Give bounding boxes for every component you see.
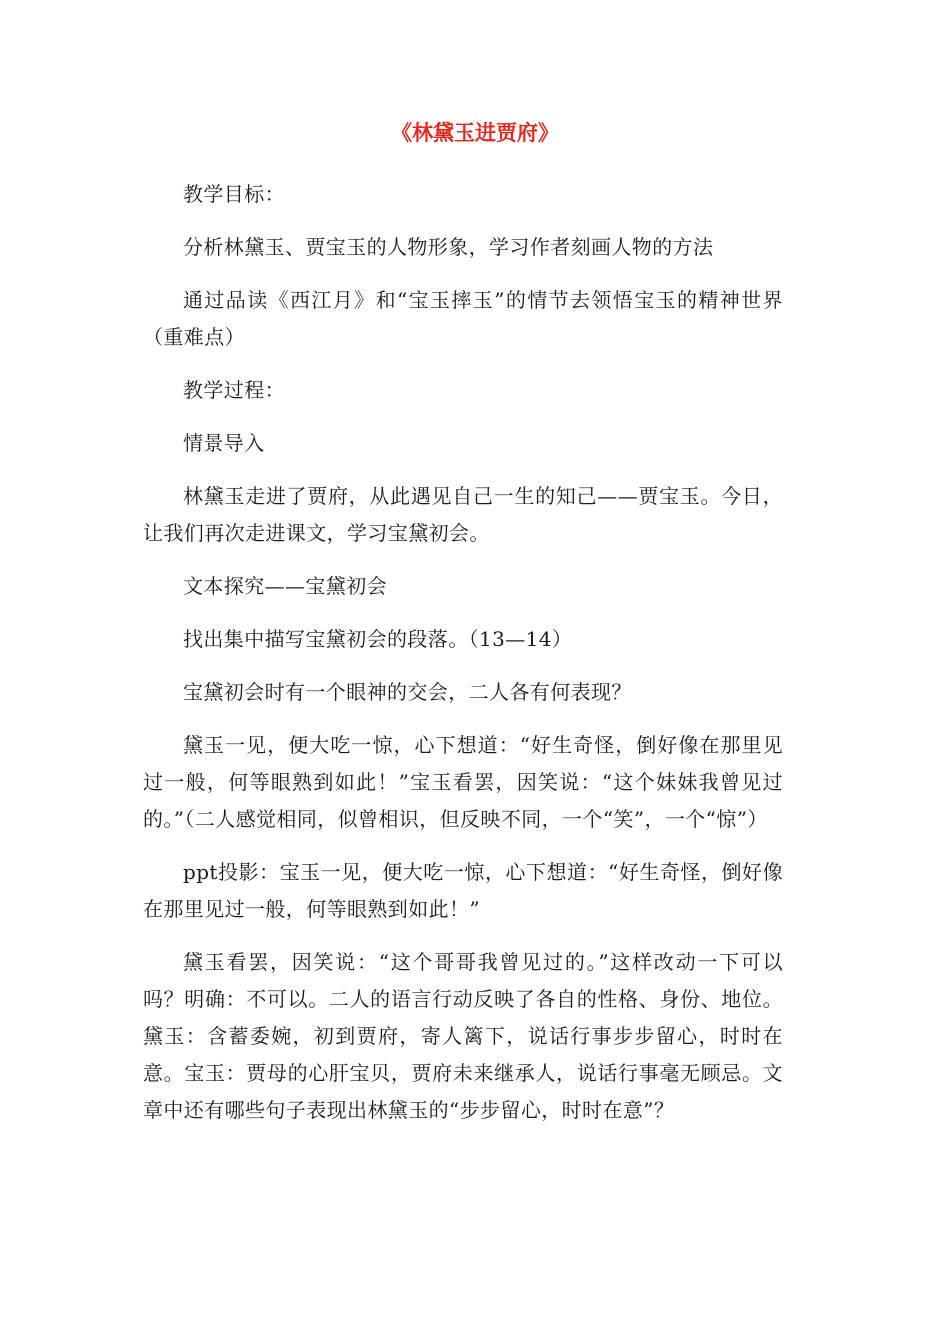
paragraph-goal-2: 通过品读《西江月》和“宝玉摔玉”的情节去领悟宝玉的精神世界（重难点）	[143, 288, 783, 349]
paragraph-question-glance: 宝黛初会时有一个眼神的交会，二人各有何表现？	[183, 680, 632, 704]
paragraph-teaching-goals-heading: 教学目标：	[183, 182, 285, 206]
paragraph-discussion: 黛玉看罢，因笑说：“这个哥哥我曾见过的。”这样改动一下可以吗？明确：不可以。二人的语言行动反映了各自的性格、身份、地位。黛玉：含蓄委婉，初到贾府，寄人篱下，说话行事步步留心，时时在意。宝玉：贾母的心肝宝贝，贾府未来继承人，说话行事毫无顾忌。文章中还有哪些句子表现出林黛玉的“步步留心，时时在意”？	[143, 950, 783, 1122]
paragraph-task-find: 找出集中描写宝黛初会的段落。（13—14）	[183, 627, 573, 651]
paragraph-goal-1: 分析林黛玉、贾宝玉的人物形象，学习作者刻画人物的方法	[183, 235, 714, 259]
paragraph-scene-intro: 林黛玉走进了贾府，从此遇见自己一生的知己——贾宝玉。今日，让我们再次走进课文，学习宝黛初会。	[143, 484, 783, 545]
document-title: 《林黛玉进贾府》	[391, 121, 559, 145]
paragraph-text-exploration-heading: 文本探究——宝黛初会	[183, 574, 387, 598]
paragraph-teaching-process-heading: 教学过程：	[183, 378, 285, 402]
paragraph-ppt-projection: ppt投影：宝玉一见，便大吃一惊，心下想道：“好生奇怪，倒好像在那里见过一般，何等眼熟到如此！”	[143, 860, 783, 921]
document-body	[143, 176, 783, 1145]
paragraph-scene-intro-heading: 情景导入	[183, 431, 265, 455]
paragraph-quote-analysis: 黛玉一见，便大吃一惊，心下想道：“好生奇怪，倒好像在那里见过一般，何等眼熟到如此！”宝玉看罢，因笑说：“这个妹妹我曾见过的。”（二人感觉相同，似曾相识，但反映不同，一个“笑”，一个“惊”）	[143, 733, 783, 831]
